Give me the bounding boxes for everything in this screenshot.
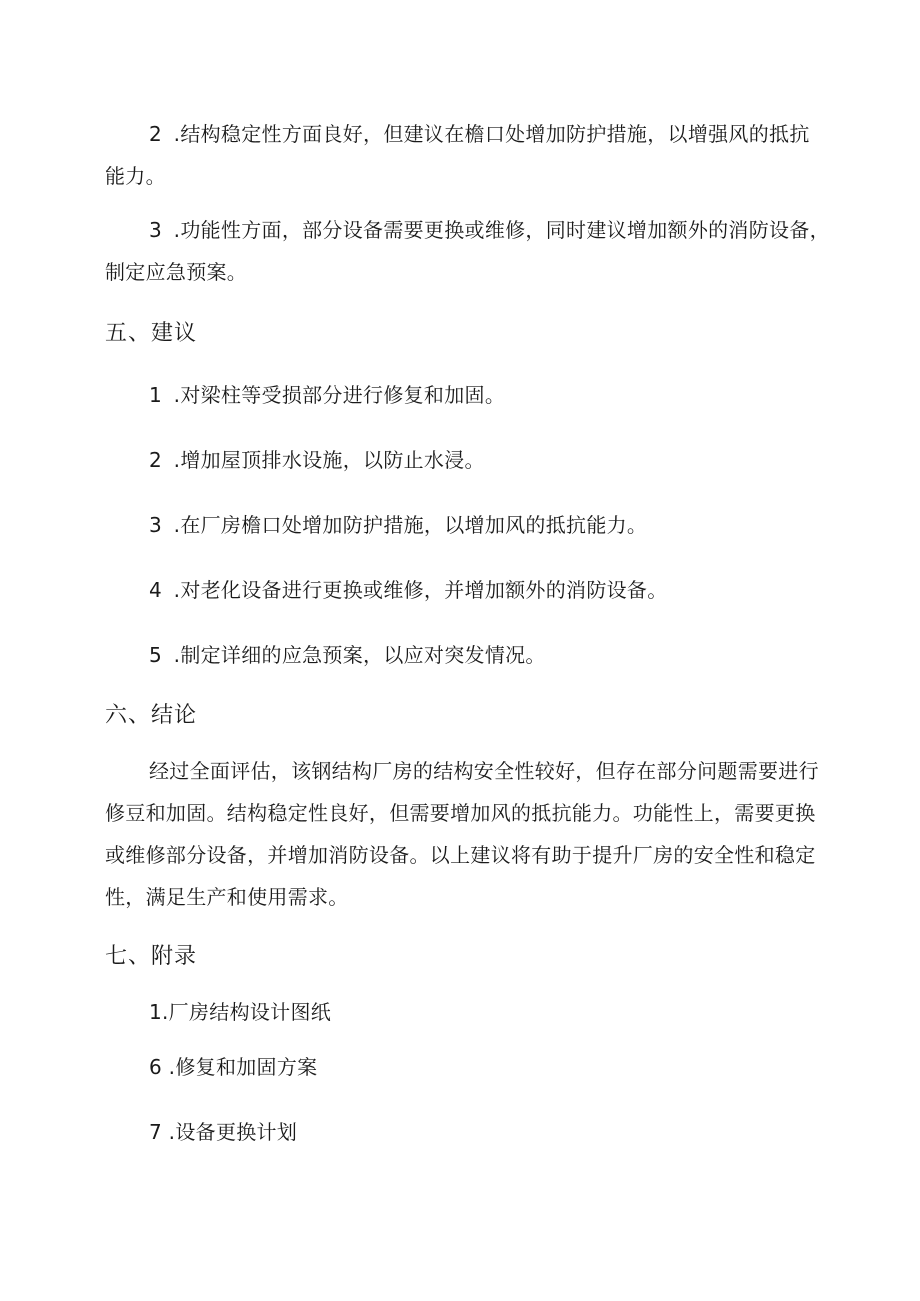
item-text: .对老化设备进行更换或维修，并增加额外的消防设备。 xyxy=(167,578,668,602)
item-line xyxy=(149,120,810,148)
item-text: .在厂房檐口处增加防护措施，以增加风的抵抗能力。 xyxy=(167,513,648,537)
paragraph-line: 修豆和加固。结构稳定性良好，但需要增加风的抵抗能力。功能性上，需要更换 xyxy=(105,801,816,825)
item-number: 1 xyxy=(149,383,163,407)
item-line xyxy=(149,216,830,244)
item-line-continued: 能力。 xyxy=(105,164,166,188)
item-number: 2 xyxy=(149,122,163,146)
paragraph-line: 经过全面评估，该钢结构厂房的结构安全性较好，但存在部分问题需要进行 xyxy=(149,759,819,783)
list-item xyxy=(149,381,505,409)
list-item xyxy=(149,641,546,669)
list-item xyxy=(149,576,668,604)
item-line-continued: 制定应急预案。 xyxy=(105,260,248,284)
item-number: 3 xyxy=(149,513,163,537)
paragraph-line: 性，满足生产和使用需求。 xyxy=(105,885,349,909)
paragraph-line: 或维修部分设备，并增加消防设备。以上建议将有助于提升厂房的安全性和稳定 xyxy=(105,843,816,867)
item-number: 3 xyxy=(149,218,163,242)
item-text: .结构稳定性方面良好，但建议在檐口处增加防护措施，以增强风的抵抗 xyxy=(167,122,810,146)
section-heading-conclusion: 六、结论 xyxy=(105,703,198,728)
section-heading-appendix: 七、附录 xyxy=(105,944,198,969)
item-text: .功能性方面，部分设备需要更换或维修，同时建议增加额外的消防设备， xyxy=(167,218,830,242)
appendix-item: 7 .设备更换计划 xyxy=(149,1120,298,1144)
appendix-item: 1.厂房结构设计图纸 xyxy=(149,1000,332,1024)
item-number: 4 xyxy=(149,578,163,602)
appendix-item: 6 .修复和加固方案 xyxy=(149,1055,318,1079)
item-text: .增加屋顶排水设施，以防止水浸。 xyxy=(167,448,485,472)
list-item xyxy=(149,446,485,474)
section-heading-recommendations: 五、建议 xyxy=(105,321,198,346)
item-number: 2 xyxy=(149,448,163,472)
item-number: 5 xyxy=(149,643,163,667)
list-item xyxy=(149,511,647,539)
item-text: .制定详细的应急预案，以应对突发情况。 xyxy=(167,643,546,667)
item-text: .对梁柱等受损部分进行修复和加固。 xyxy=(167,383,506,407)
